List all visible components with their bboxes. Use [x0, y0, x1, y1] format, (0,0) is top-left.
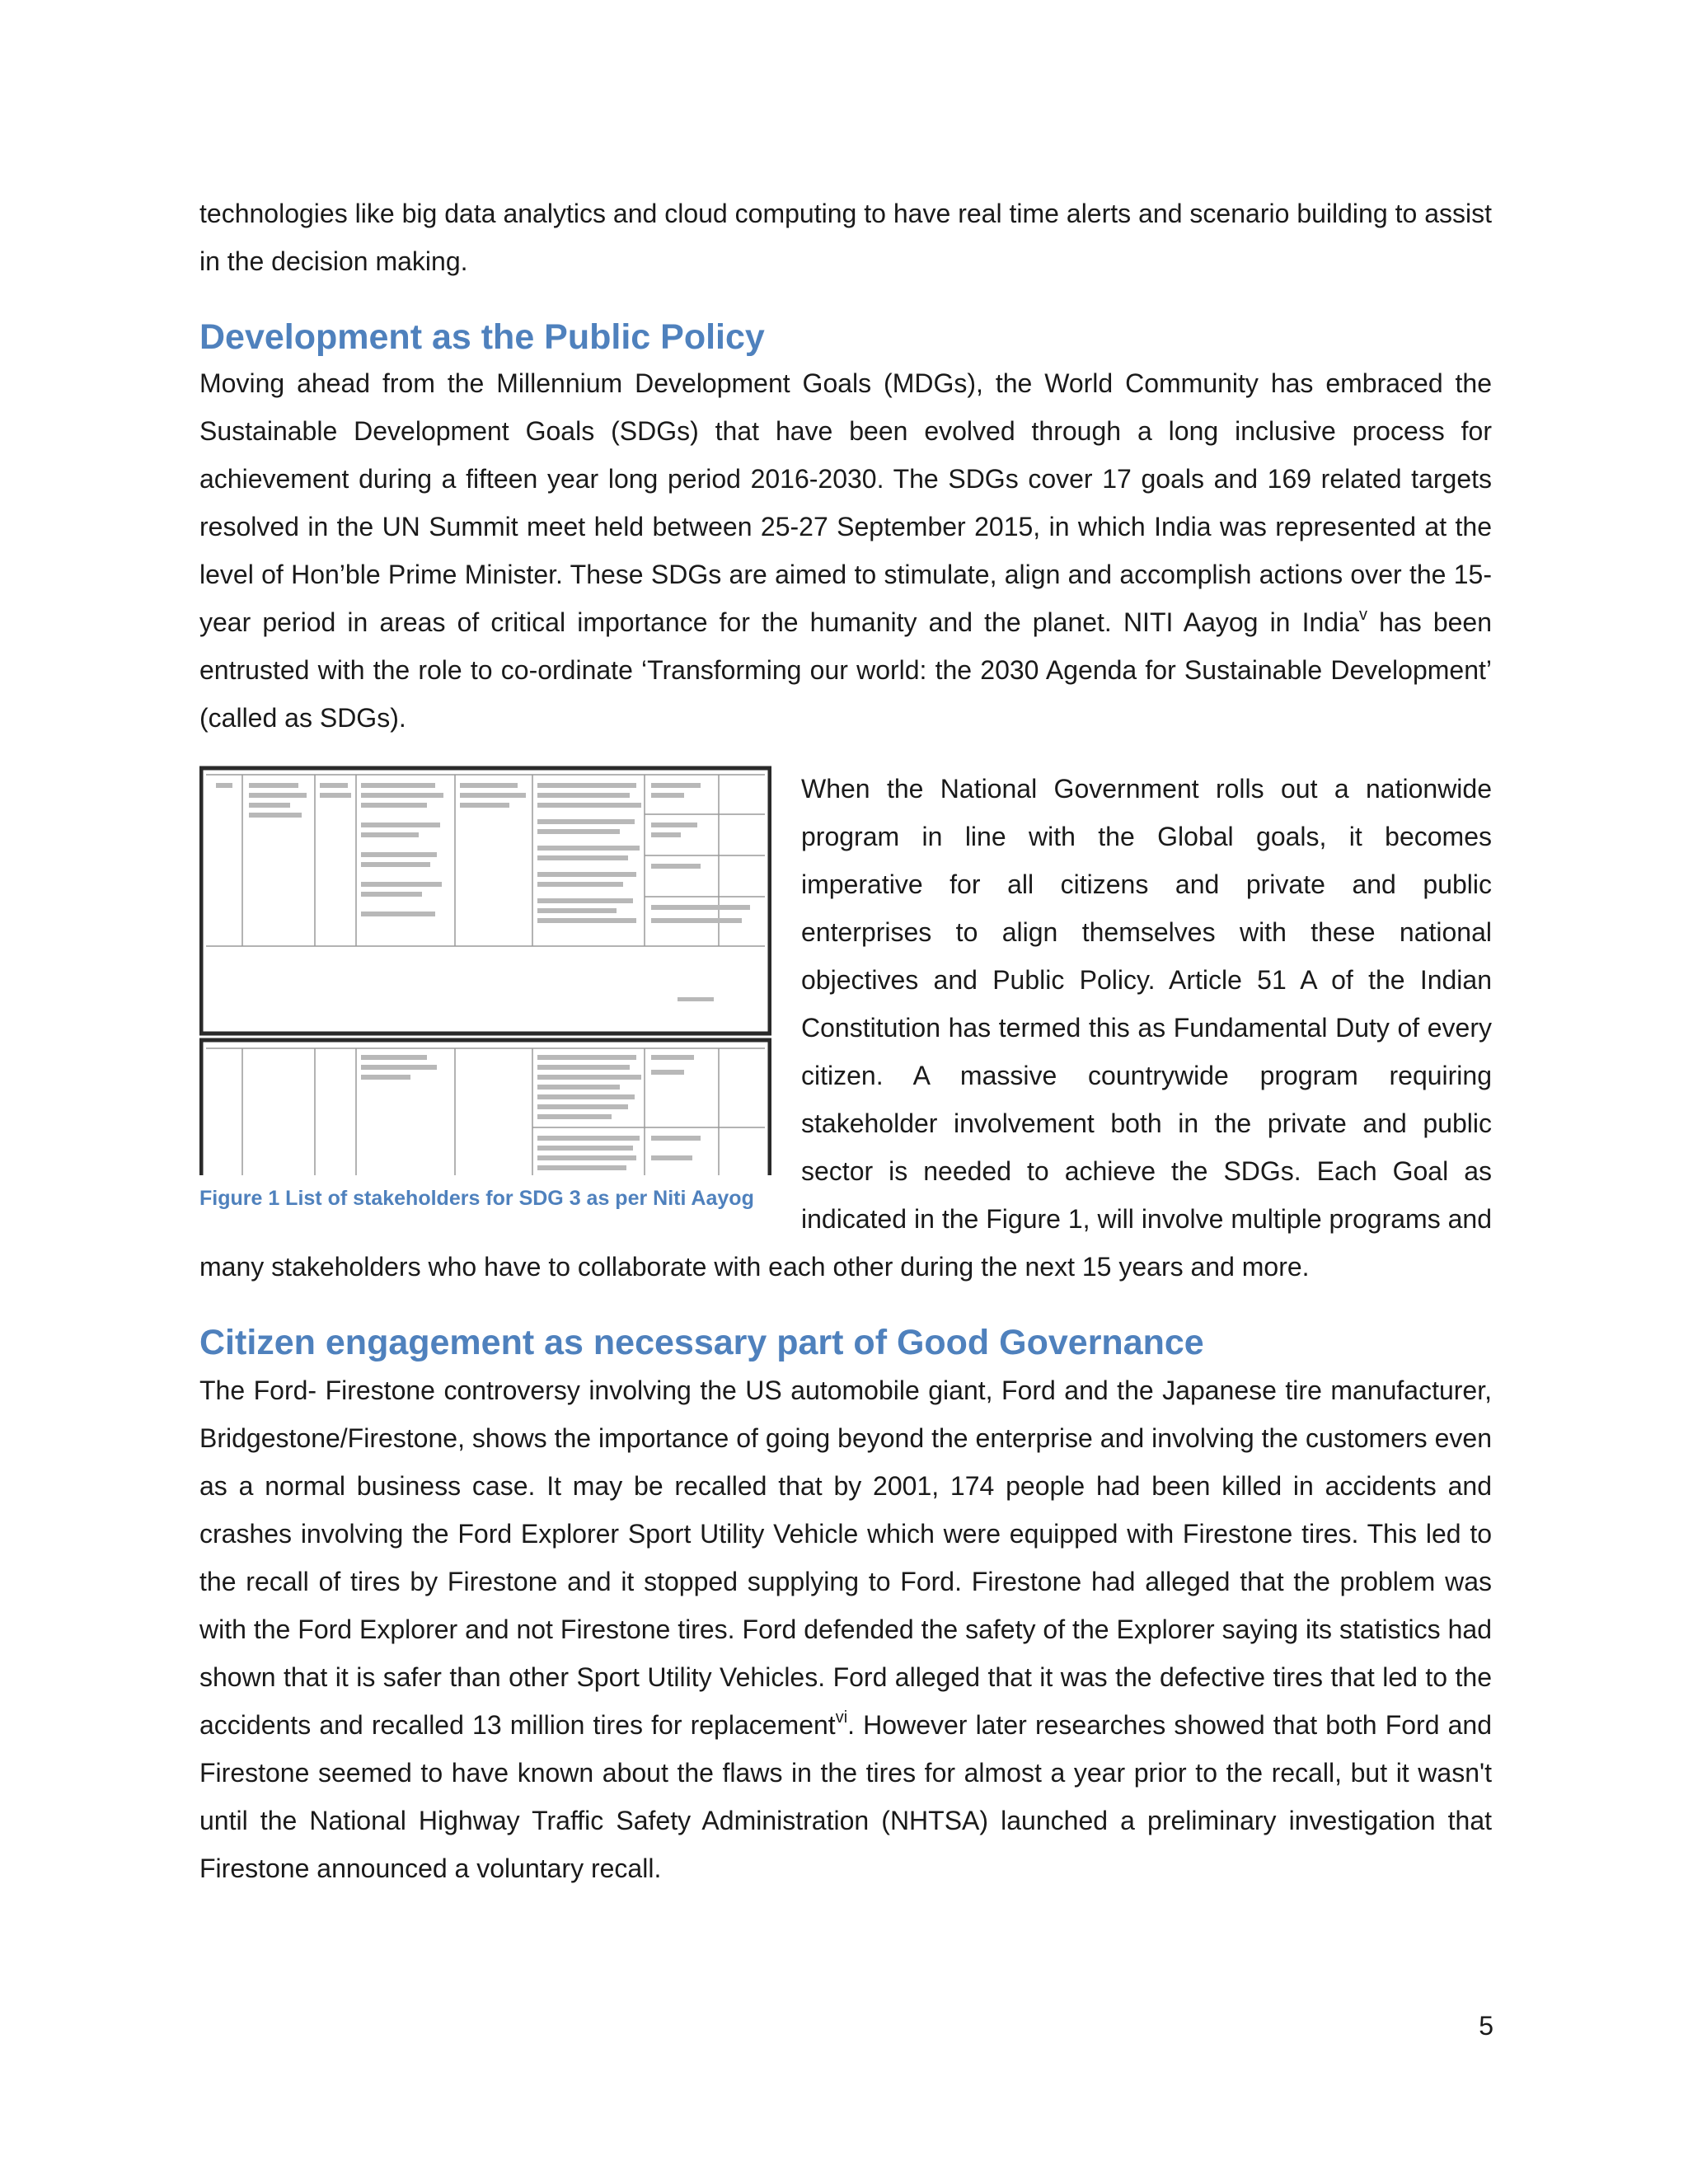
page-content [199, 190, 1492, 1892]
figure-wrap-block [199, 765, 1492, 1291]
page-number: 5 [1479, 2011, 1493, 2041]
stakeholder-table-image [199, 765, 771, 1175]
section-heading-citizen-engagement: Citizen engagement as necessary part of Good Governance [199, 1323, 1204, 1362]
stakeholder-paragraph: When the National Government rolls out a nationwide program in line with the Global goals, it becomes imperative for all citizens and private and public enterprises to align themselves with these national objectives and Public Policy. Article 51 A of the Indian Constitution has termed this as Fundamental Duty of every citizen. A massive countrywide program requiring stakeholder involvement both in the private and public sector is needed to achieve the SDGs. Each Goal as indicated in the Figure 1, will involve multiple programs and many stakeholders who have to collaborate with each other during the next 15 years and more. [199, 774, 1492, 1282]
sdg-paragraph-main: Moving ahead from the Millennium Development Goals (MDGs), the World Community has embraced the Sustainable Development Goals (SDGs) that have been evolved through a long inclusive process for achievement during a fifteen year long period 2016-2030. The SDGs cover 17 goals and 169 related targets resolved in the UN Summit meet held between 25-27 September 2015, in which India was represented at the level of Hon’ble Prime Minister. These SDGs are aimed to stimulate, align and accomplish actions over the 15-year period in areas of critical importance for the humanity and the planet. NITI Aayog in India [199, 368, 1492, 637]
ford-firestone-paragraph [199, 1366, 1492, 1892]
footnote-ref-v: v [1359, 606, 1367, 624]
figure-1 [199, 765, 775, 1214]
footnote-ref-vi: vi [835, 1708, 848, 1727]
sdg-paragraph [199, 359, 1492, 742]
ford-firestone-paragraph-tail: . However later researches showed that both Ford and Firestone seemed to have known about the flaws in the tires for almost a year prior to the recall, but it wasn't until the National Highway Traffic Safety Administration (NHTSA) launched a preliminary investigation that Firestone announced a voluntary recall. [199, 1710, 1493, 1883]
ford-firestone-paragraph-main: The Ford- Firestone controversy involving the US automobile giant, Ford and the Japanese tire manufacturer, Bridgestone/Firestone, shows the importance of going beyond the enterprise and involving the customers even as a normal business case. It may be recalled that by 2001, 174 people had been killed in accidents and crashes involving the Ford Explorer Sport Utility Vehicle which were equipped with Firestone tires. This led to the recall of tires by Firestone and it stopped supplying to Ford. Firestone had alleged that the problem was with the Ford Explorer and not Firestone tires. Ford defended the safety of the Explorer saying its statistics had shown that it is safer than other Sport Utility Vehicles. Ford alleged that it was the defective tires that led to the accidents and recalled 13 million tires for replacement [199, 1376, 1492, 1740]
figure-caption: Figure 1 List of stakeholders for SDG 3 as per Niti Aayog [199, 1187, 754, 1210]
section-heading-public-policy: Development as the Public Policy [199, 317, 765, 357]
intro-paragraph: technologies like big data analytics and cloud computing to have real time alerts and scenario building to assist in the decision making. [199, 199, 1492, 276]
sdg-paragraph-tail: has been entrusted with the role to co-ordinate ‘Transforming our world: the 2030 Agenda for Sustainable Development’ (called as SDGs). [199, 607, 1493, 733]
